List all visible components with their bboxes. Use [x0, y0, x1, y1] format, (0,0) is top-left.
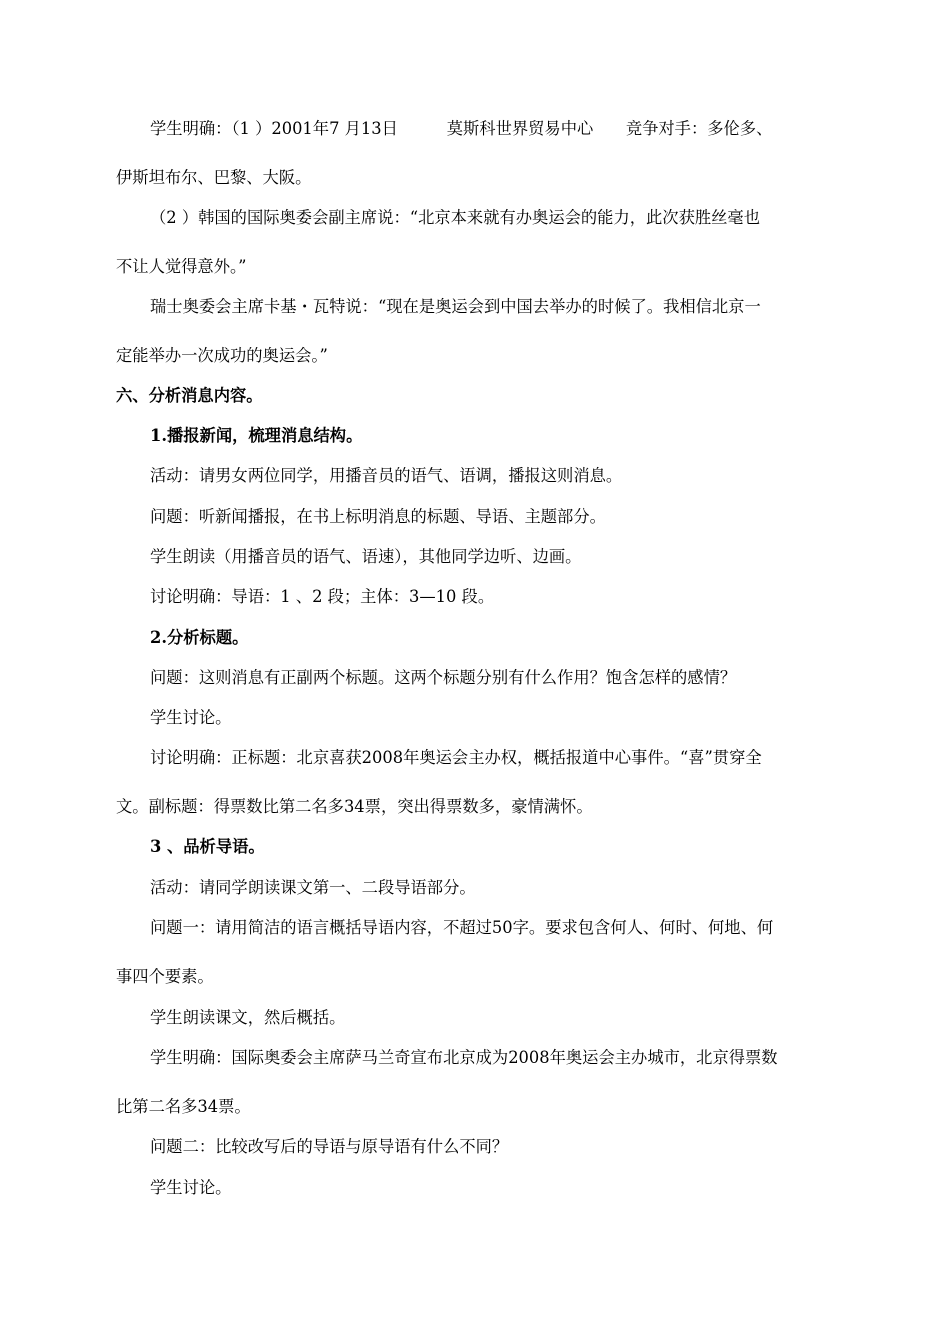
paragraph-line: 问题二：比较改写后的导语与原导语有什么不同？ [150, 1137, 509, 1156]
paragraph-line: 定能举办一次成功的奥运会。” [116, 346, 328, 365]
paragraph-line: 问题：这则消息有正副两个标题。这两个标题分别有什么作用？饱含怎样的感情？ [150, 668, 737, 687]
paragraph-line: 学生讨论。 [150, 1178, 232, 1197]
paragraph-line: 学生明确：（1 ）2001年7 月13日 莫斯科世界贸易中心 竞争对手：多伦多、 [150, 119, 773, 138]
paragraph-line: 文。副标题：得票数比第二名多34票，突出得票数多，豪情满怀。 [116, 797, 593, 816]
paragraph-line: 问题一：请用简洁的语言概括导语内容，不超过50字。要求包含何人、何时、何地、何 [150, 918, 774, 937]
paragraph-line: 伊斯坦布尔、巴黎、大阪。 [116, 168, 312, 187]
paragraph-line: 学生明确：国际奥委会主席萨马兰奇宣布北京成为2008年奥运会主办城市，北京得票数 [150, 1048, 778, 1067]
subsection-heading: 3 、品析导语。 [150, 837, 265, 856]
subsection-heading: 2.分析标题。 [150, 628, 249, 647]
paragraph-line: 学生讨论。 [150, 708, 232, 727]
paragraph-line: 比第二名多34票。 [116, 1097, 251, 1116]
paragraph-line: 学生朗读课文，然后概括。 [150, 1008, 346, 1027]
subsection-heading: 1.播报新闻，梳理消息结构。 [150, 426, 363, 445]
paragraph-line: 不让人觉得意外。” [116, 257, 247, 276]
section-heading: 六、分析消息内容。 [116, 386, 263, 405]
paragraph-line: 活动：请同学朗读课文第一、二段导语部分。 [150, 878, 476, 897]
paragraph-line: （2 ）韩国的国际奥委会副主席说：“北京本来就有办奥运会的能力，此次获胜丝毫也 [150, 208, 760, 227]
paragraph-line: 事四个要素。 [116, 967, 214, 986]
paragraph-line: 讨论明确：正标题：北京喜获2008年奥运会主办权，概括报道中心事件。“喜”贯穿全 [150, 748, 762, 767]
paragraph-line: 活动：请男女两位同学，用播音员的语气、语调，播报这则消息。 [150, 466, 623, 485]
paragraph-line: 问题：听新闻播报，在书上标明消息的标题、导语、主题部分。 [150, 507, 606, 526]
paragraph-line: 学生朗读（用播音员的语气、语速），其他同学边听、边画。 [150, 547, 582, 566]
paragraph-line: 讨论明确：导语：1 、2 段；主体：3—10 段。 [150, 587, 495, 606]
paragraph-line: 瑞士奥委会主席卡基・瓦特说：“现在是奥运会到中国去举办的时候了。我相信北京一 [150, 297, 761, 316]
